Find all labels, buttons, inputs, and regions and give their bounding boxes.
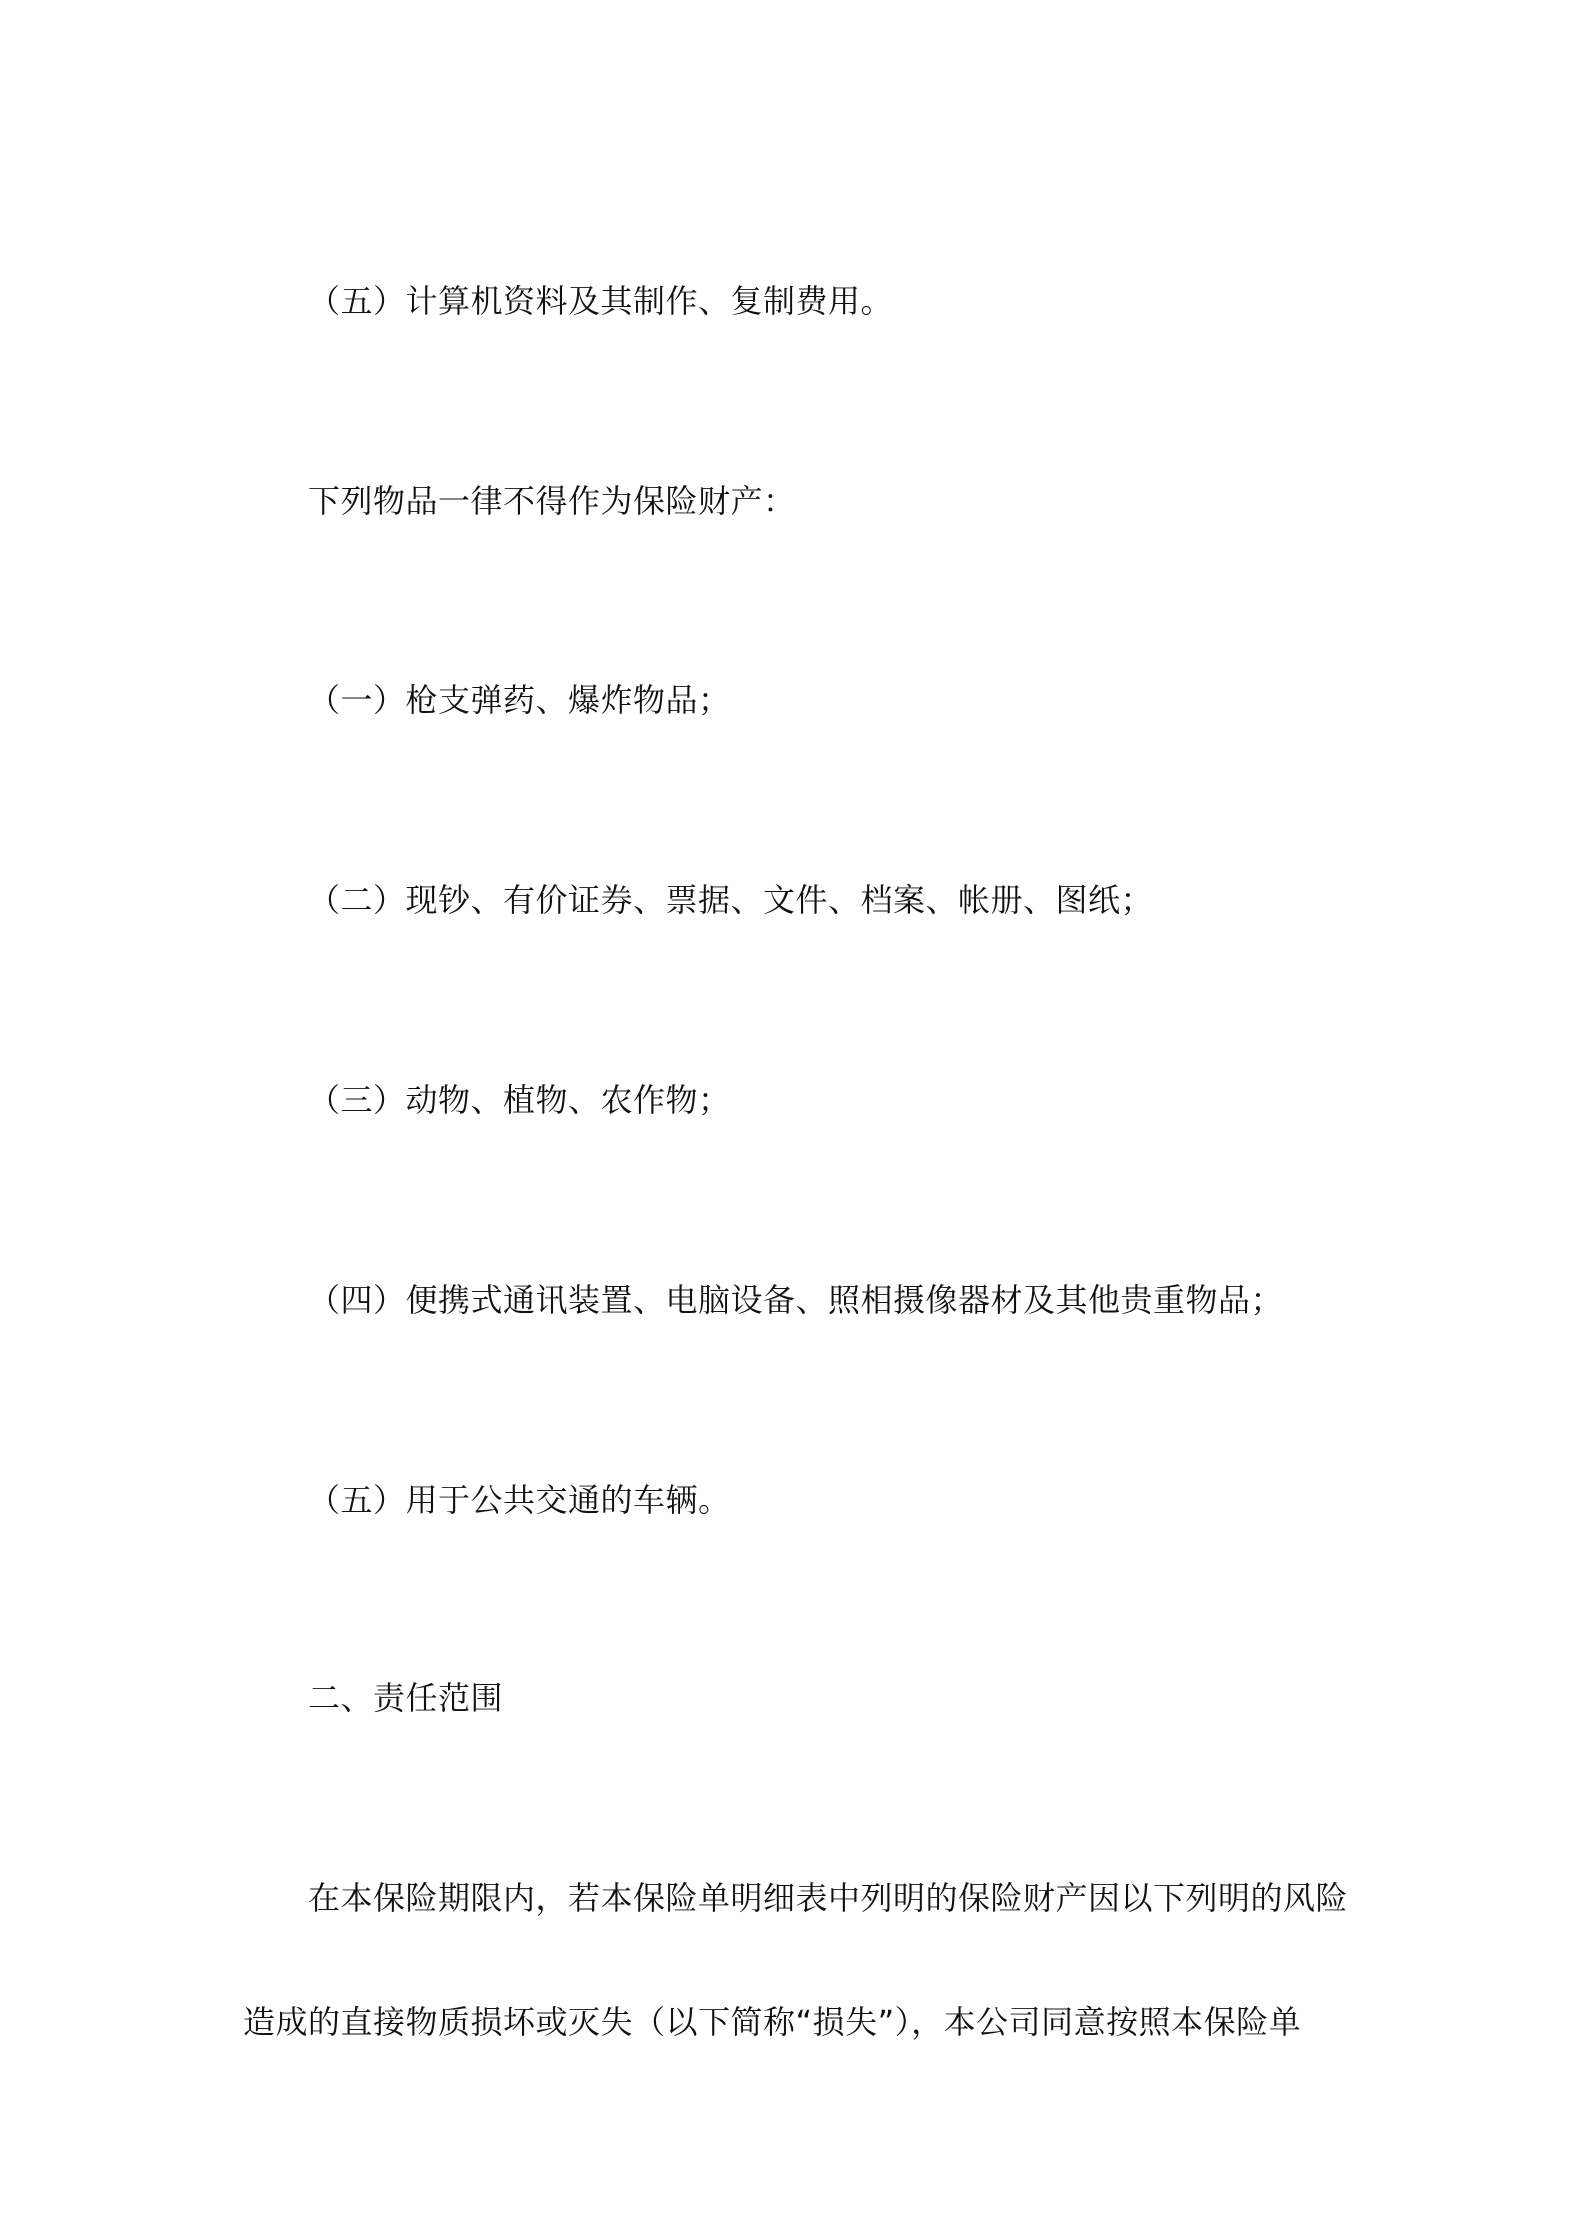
excluded-item-public-vehicles: （五）用于公共交通的车辆。 — [308, 1481, 731, 1519]
excluded-items-heading: 下列物品一律不得作为保险财产： — [308, 482, 796, 520]
excluded-item-cash-documents: （二）现钞、有价证券、票据、文件、档案、帐册、图纸； — [308, 881, 1154, 919]
paragraph-line-2: 造成的直接物质损坏或灭失（以下简称“损失”），本公司同意按照本保险单 — [243, 2003, 1302, 2041]
excluded-item-animals-plants: （三）动物、植物、农作物； — [308, 1081, 731, 1119]
list-item-computer-data: （五）计算机资料及其制作、复制费用。 — [308, 282, 894, 320]
section-heading-liability-scope: 二、责任范围 — [308, 1679, 504, 1717]
excluded-item-firearms: （一）枪支弹药、爆炸物品； — [308, 681, 731, 719]
paragraph-line-1: 在本保险期限内，若本保险单明细表中列明的保险财产因以下列明的风险 — [308, 1879, 1349, 1917]
excluded-item-portable-devices: （四）便携式通讯装置、电脑设备、照相摄像器材及其他贵重物品； — [308, 1281, 1284, 1319]
